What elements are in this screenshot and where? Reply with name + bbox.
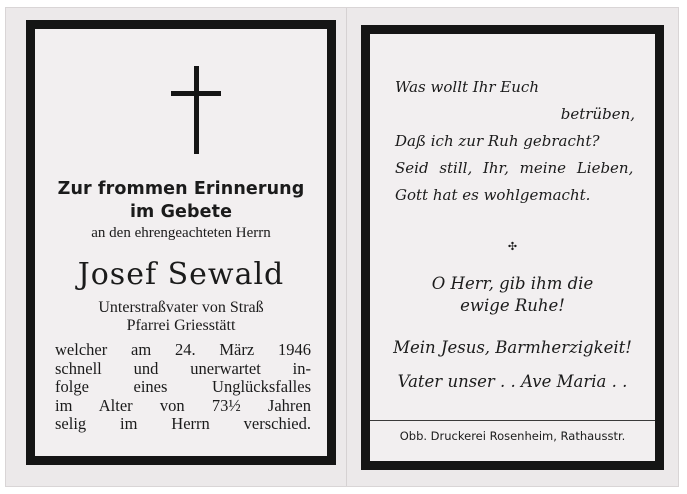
printer-imprint: Obb. Druckerei Rosenheim, Rathausstr. [399,429,626,443]
verse-line: Was wollt Ihr Euch [395,78,539,96]
notice-line: schnell und unerwartet in- [55,358,311,378]
notice-line: folge eines Unglücksfalles [55,377,311,397]
verse-line: Seid still, Ihr, meine Lieben, [395,159,634,177]
prayer-line-4: Vater unser . . Ave Maria . . [397,372,628,391]
right-panel [361,25,664,470]
left-panel [26,20,336,465]
cross-icon [168,66,228,158]
verse-line: betrüben, [560,105,635,123]
prayer-line-3: Mein Jesus, Barmherzigkeit! [393,338,632,357]
role-line-2: Pfarrei Griesstätt [126,317,236,334]
verse-line: Daß ich zur Ruh gebracht? [395,132,600,150]
death-notice-text [55,341,311,434]
heading-line-2: im Gebete [129,202,233,222]
card-fold [346,8,347,486]
heading-line-1: Zur frommen Erinnerung [57,179,305,199]
role-line-1: Unterstraßvater von Straß [98,299,264,316]
ornament-icon: ✣ [507,240,518,253]
notice-line: im Alter von 73½ Jahren [55,395,311,415]
notice-line: selig im Herrn verschied. [55,414,311,434]
notice-line: welcher am 24. März 1946 [55,340,311,359]
verse-line: Gott hat es wohlgemacht. [395,186,591,204]
deceased-name: Josef Sewald [77,257,285,292]
prayer-line-1: O Herr, gib ihm die [431,274,594,293]
prayer-line-2: ewige Ruhe! [460,296,565,315]
printer-divider [370,420,655,421]
address-line: an den ehrengeachteten Herrn [91,225,271,241]
